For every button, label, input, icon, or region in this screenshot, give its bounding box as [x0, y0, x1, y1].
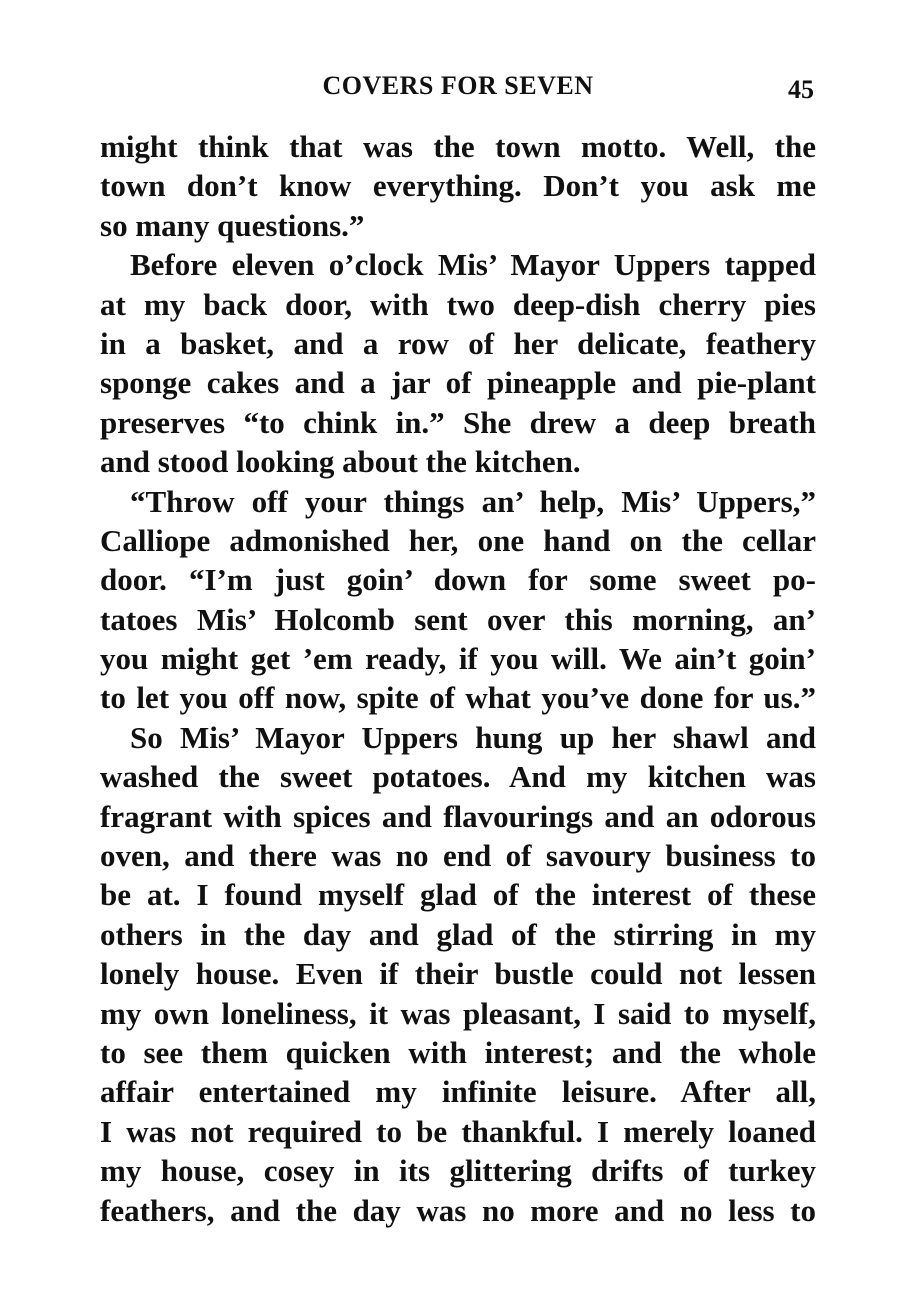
- text-line: at my back door, with two deep-dish cherry pies: [100, 286, 816, 322]
- text-line: to let you off now, spite of what you’ve done for us.”: [100, 680, 816, 716]
- running-title: COVERS FOR SEVEN: [322, 71, 594, 100]
- running-head: [98, 66, 818, 106]
- text-line: in a basket, and a row of her delicate, feathery: [100, 325, 816, 361]
- text-line: feathers, and the day was no more and no less to: [100, 1192, 816, 1228]
- paragraph-start-line: So Mis’ Mayor Uppers hung up her shawl and: [130, 719, 816, 755]
- page-number: 45: [788, 75, 814, 104]
- text-line: others in the day and glad of the stirring in my: [100, 916, 816, 952]
- text-line: tatoes Mis’ Holcomb sent over this morning, an’: [100, 601, 816, 637]
- text-line: town don’t know everything. Don’t you ask me: [100, 168, 816, 204]
- text-line: and stood looking about the kitchen.: [100, 444, 581, 480]
- text-line: fragrant with spices and flavourings and an odorous: [100, 798, 816, 834]
- text-line: my house, cosey in its glittering drifts of turkey: [100, 1153, 816, 1189]
- text-line: oven, and there was no end of savoury business to: [100, 838, 816, 874]
- paragraph-start-line: “Throw off your things an’ help, Mis’ Uppers,”: [130, 483, 816, 519]
- text-line: might think that was the town motto. Well, the: [100, 129, 816, 164]
- body-text: [100, 127, 816, 1230]
- text-line: be at. I found myself glad of the interest of these: [100, 877, 816, 913]
- paragraph-start-line: Before eleven o’clock Mis’ Mayor Uppers tapped: [130, 247, 816, 283]
- text-line: lonely house. Even if their bustle could not lessen: [100, 956, 816, 992]
- text-line: I was not required to be thankful. I merely loaned: [100, 1113, 816, 1149]
- text-line: washed the sweet potatoes. And my kitchen was: [100, 759, 816, 795]
- text-line: so many questions.”: [100, 207, 365, 243]
- text-line: door. “I’m just goin’ down for some sweet po-: [100, 562, 816, 598]
- text-line: you might get ’em ready, if you will. We ain’t goin’: [100, 641, 816, 677]
- text-line: affair entertained my infinite leisure. After all,: [100, 1074, 816, 1110]
- text-line: sponge cakes and a jar of pineapple and pie-plant: [100, 365, 816, 401]
- text-line: preserves “to chink in.” She drew a deep breath: [100, 404, 816, 440]
- text-line: my own loneliness, it was pleasant, I said to myself,: [100, 995, 816, 1031]
- text-line: to see them quicken with interest; and the whole: [100, 1034, 816, 1070]
- text-line: Calliope admonished her, one hand on the cellar: [100, 522, 816, 558]
